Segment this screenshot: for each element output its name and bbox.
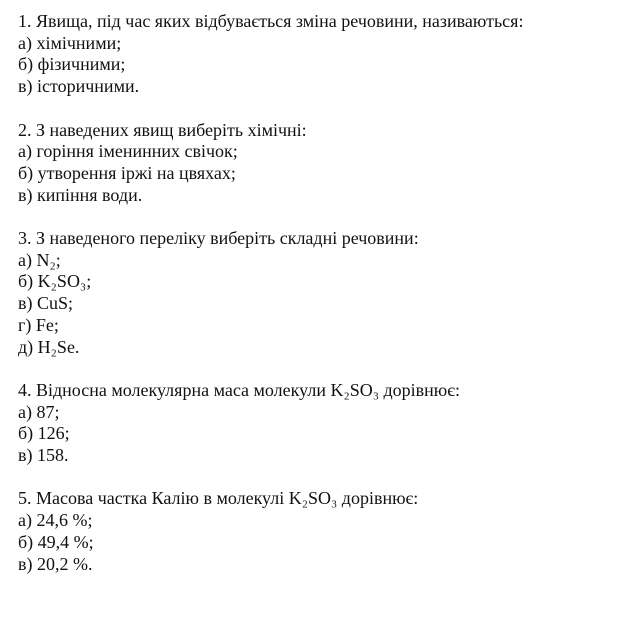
answer-option: г) Fe;: [18, 314, 59, 335]
answer-option: б) K₂SO₃;: [18, 271, 92, 292]
answer-option: а) хімічними;: [18, 32, 122, 53]
question-3: [18, 228, 523, 358]
answer-option: а) N₂;: [18, 249, 61, 270]
question-title: 4. Відносна молекулярна маса молекули K₂SO₃ дорівнює:: [18, 379, 460, 400]
answer-option: б) 49,4 %;: [18, 531, 94, 552]
question-title: 2. З наведених явищ виберіть хімічні:: [18, 119, 307, 140]
answer-option: а) горіння іменинних свічок;: [18, 141, 238, 162]
answer-option: в) кипіння води.: [18, 184, 143, 205]
quiz-document: [18, 11, 523, 597]
question-title: 1. Явища, під час яких відбувається зміна речовини, називаються:: [18, 11, 524, 31]
question-title: 5. Масова частка Калію в молекулі K₂SO₃ дорівнює:: [18, 488, 419, 509]
question-title: 3. З наведеного переліку виберіть складні речовини:: [18, 228, 419, 248]
answer-option: в) CuS;: [18, 293, 74, 314]
answer-option: д) H₂Se.: [18, 336, 80, 357]
answer-option: б) утворення іржі на цвяхах;: [18, 162, 236, 183]
answer-option: в) 20,2 %.: [18, 553, 93, 574]
answer-option: в) 158.: [18, 445, 69, 466]
question-4: [18, 380, 523, 467]
question-1: [18, 11, 523, 98]
question-2: [18, 120, 523, 207]
answer-option: а) 87;: [18, 401, 60, 422]
answer-option: б) фізичними;: [18, 54, 126, 75]
answer-option: б) 126;: [18, 423, 70, 444]
answer-option: а) 24,6 %;: [18, 510, 93, 531]
question-5: [18, 488, 523, 575]
answer-option: в) історичними.: [18, 76, 140, 97]
